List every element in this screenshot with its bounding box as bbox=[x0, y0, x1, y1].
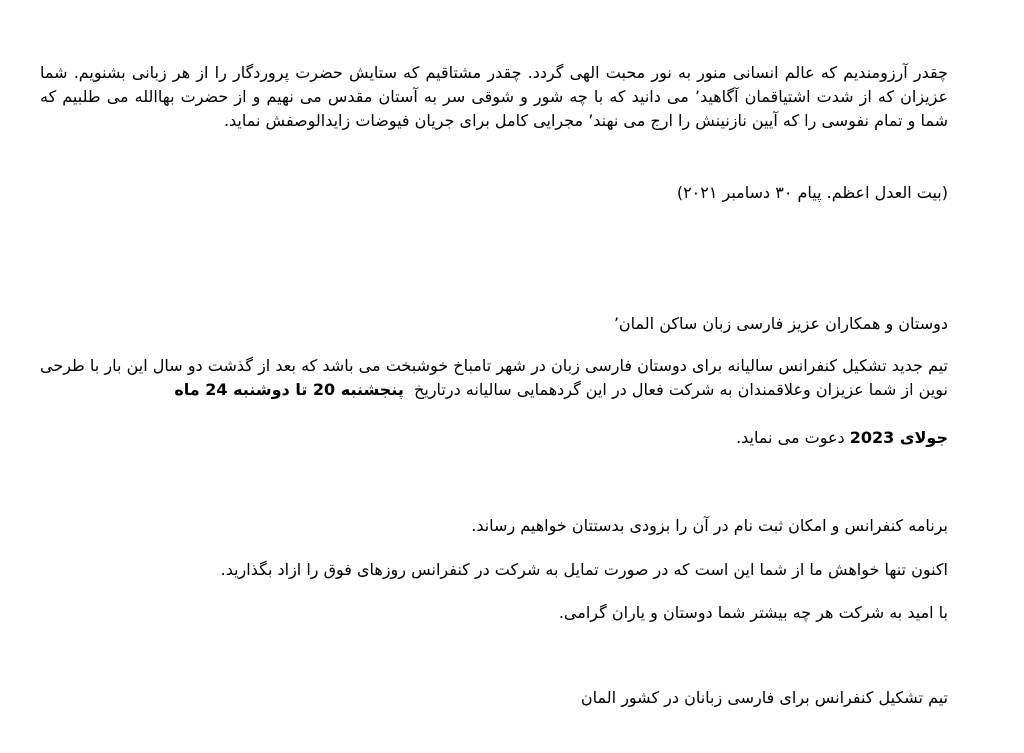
invitation-date-end: جولای 2023 bbox=[849, 428, 948, 447]
invitation-closing: دعوت می نماید. bbox=[736, 428, 845, 447]
signature: تیم تشکیل کنفرانس برای فارسی زبانان در کشور المان bbox=[580, 688, 948, 707]
document-body bbox=[40, 0, 948, 753]
invitation-date-start: پنجشنبه 20 تا دوشنبه 24 ماه bbox=[174, 380, 404, 399]
invitation-line-2 bbox=[40, 426, 948, 450]
hope-note: با امید به شرکت هر چه بیشتر شما دوستان و یاران گرامی. bbox=[558, 603, 948, 622]
request-note: اکنون تنها خواهش ما از شما این است که در صورت تمایل به شرکت در کنفرانس روزهای فوق را ازاد بگذارید. bbox=[220, 560, 948, 579]
greeting: دوستان و همکاران عزیز فارسی زبان ساکن المان’ bbox=[613, 314, 948, 333]
invitation-paragraph bbox=[40, 354, 948, 402]
program-note: برنامه کنفرانس و امکان ثبت نام در آن را بزودی بدستتان خواهیم رساند. bbox=[471, 516, 948, 535]
quote-source: (بیت العدل اعظم. پیام ۳۰ دسامبر ۲۰۲۱) bbox=[676, 183, 948, 202]
invitation-text: تیم جدید تشکیل کنفرانس سالیانه برای دوستان فارسی زبان در شهر تامباخ خوشبخت می باشد که بعد از گذشت دو سال این بار با طرحی نوین از شما عزیزان وعلاقمندان به شرکت فعال در این گردهمایی سالیانه درتاریخ bbox=[40, 356, 948, 399]
quote-paragraph: چقدر آرزومندیم که عالم انسانی منور به نور محبت الهی گردد. چقدر مشتاقیم که ستایش حضرت پروردگار را از هر زبانی بشنویم. شما عزیزان که از شدت اشتیاقمان آگاهید’ می دانید که با چه شور و شوقی سر به آستان مقدس می نهیم و از حضرت بهاالله می طلبیم که شما و تمام نفوسی را که آیین نازنینش را ارج می نهند’ مجرایی کامل برای جریان فیوضات زایدالوصفش نماید. bbox=[40, 63, 948, 130]
